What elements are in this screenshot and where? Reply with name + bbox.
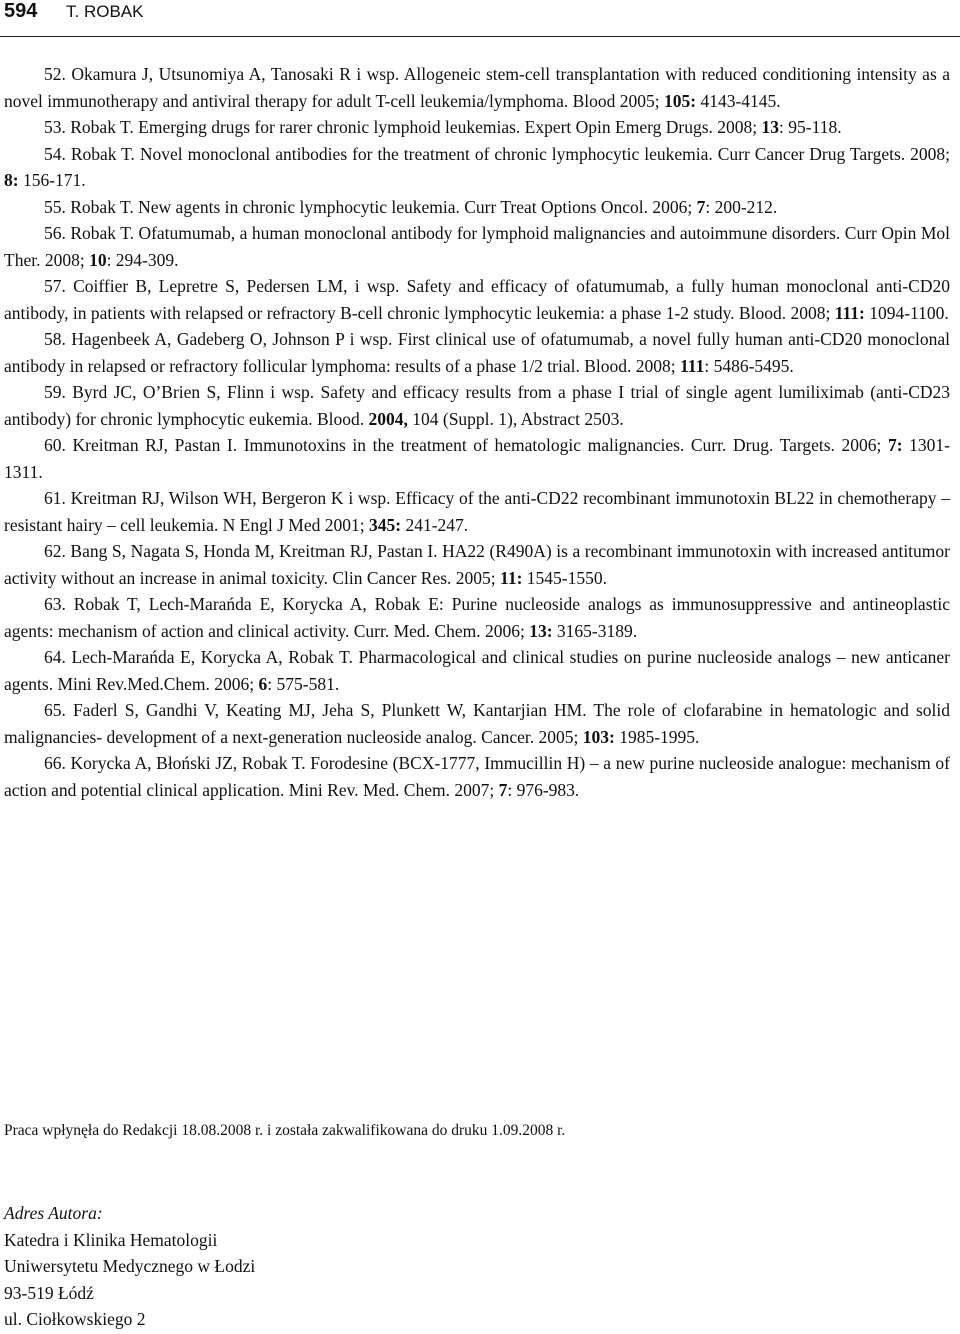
reference-text: 156-171. — [18, 170, 86, 190]
reference-text: 60. Kreitman RJ, Pastan I. Immunotoxins in the treatment of hematologic malignancies. Curr. Drug. Targets. 2006; — [44, 435, 888, 455]
reference-item — [4, 273, 950, 326]
address-label: Adres Autora: — [4, 1203, 103, 1223]
page-header — [0, 0, 960, 30]
reference-item — [4, 61, 950, 114]
reference-item — [4, 750, 950, 803]
reference-item — [4, 485, 950, 538]
reference-item — [4, 194, 950, 221]
reference-volume: 11: — [500, 567, 523, 588]
address-line: Uniwersytetu Medycznego w Łodzi — [4, 1256, 256, 1276]
reference-text: 104 (Suppl. 1), Abstract 2503. — [407, 408, 624, 429]
reference-text: 1301-1311. — [4, 435, 950, 482]
reference-item — [4, 220, 950, 273]
reference-text: : 575-581. — [267, 673, 340, 694]
reference-volume: 7 — [696, 196, 706, 217]
reference-volume: 105: — [664, 90, 697, 111]
reference-text: 4143-4145. — [696, 90, 781, 111]
header-rule — [0, 36, 960, 37]
address-line: 93-519 Łódź — [4, 1282, 94, 1303]
reference-text: 66. Korycka A, Błoński JZ, Robak T. Forodesine (BCX-1777, Immucillin H) – a new purine nucleoside analogue: mechanism of action and potential clinical application. Mini Rev. Med. Chem. 2007; — [4, 753, 950, 800]
reference-text: 241-247. — [401, 514, 469, 535]
reference-text: 64. Lech-Marańda E, Korycka A, Robak T. Pharmacological and clinical studies on purine nucleoside analogs – new anticaner agents. Mini Rev.Med.Chem. 2006; — [4, 647, 950, 694]
reference-list — [4, 61, 950, 803]
reference-item — [4, 538, 950, 591]
reference-item — [4, 432, 950, 485]
reference-item — [4, 644, 950, 697]
reference-volume: 103: — [582, 726, 615, 747]
reference-volume: 6 — [258, 673, 268, 694]
address-line: Katedra i Klinika Hematologii — [4, 1229, 218, 1250]
reference-text: 1985-1995. — [614, 726, 700, 747]
reference-text: : 200-212. — [705, 196, 778, 217]
reference-text: 52. Okamura J, Utsunomiya A, Tanosaki R i wsp. Allogeneic stem-cell transplantation with reduced conditioning intensity as a novel immunotherapy and antiviral therapy for adult T-cell leukemia/lymphoma. Blood 2005; — [4, 64, 950, 111]
reference-text: 55. Robak T. New agents in chronic lymphocytic leukemia. Curr Treat Options Oncol. 2006; — [44, 196, 697, 217]
reference-text: 61. Kreitman RJ, Wilson WH, Bergeron K i wsp. Efficacy of the anti-CD22 recombinant immunotoxin BL22 in chemotherapy – resistant hairy – cell leukemia. N Engl J Med 2001; — [4, 488, 950, 535]
reference-volume: 13: — [529, 620, 553, 641]
page-number: 594 — [4, 0, 38, 22]
running-head: T. ROBAK — [66, 2, 144, 21]
address-line: ul. Ciołkowskiego 2 — [4, 1309, 146, 1329]
reference-item — [4, 697, 950, 750]
reference-text: 54. Robak T. Novel monoclonal antibodies for the treatment of chronic lymphocytic leukemia. Curr Cancer Drug Targets. 2008; — [44, 143, 950, 164]
reference-volume: 7: — [887, 435, 903, 455]
reference-text: : 976-983. — [507, 779, 580, 800]
author-address — [4, 1200, 255, 1333]
reference-volume: 10 — [89, 249, 107, 270]
reference-text: 62. Bang S, Nagata S, Honda M, Kreitman RJ, Pastan I. HA22 (R490A) is a recombinant immunotoxin with increased antitumor activity without an increase in animal toxicity. Clin Cancer Res. 2005; — [4, 541, 950, 588]
reference-text: : 95-118. — [779, 117, 842, 137]
reference-text: 1094-1100. — [864, 302, 949, 323]
reference-text: 53. Robak T. Emerging drugs for rarer chronic lymphoid leukemias. Expert Opin Emerg Drugs. 2008; — [44, 117, 762, 137]
reference-text: 59. Byrd JC, O’Brien S, Flinn i wsp. Safety and efficacy results from a phase I trial of single agent lumiliximab (anti-CD23 antibody) for chronic lymphocytic eukemia. Blood. — [4, 382, 950, 429]
reference-text: : 5486-5495. — [704, 355, 794, 376]
reference-item — [4, 591, 950, 644]
reference-item — [4, 141, 950, 194]
reference-volume: 111 — [680, 355, 705, 376]
reference-text: 58. Hagenbeek A, Gadeberg O, Johnson P i wsp. First clinical use of ofatumumab, a novel fully human anti-CD20 monoclonal antibody in relapsed or refractory follicular lymphoma: results of a phase 1/2 trial. Blood. 2008; — [4, 329, 950, 376]
reference-text: 57. Coiffier B, Lepretre S, Pedersen LM, i wsp. Safety and efficacy of ofatumumab, a fully human monoclonal anti-CD20 antibody, in patients with relapsed or refractory B-cell chronic lymphocytic leukemia: a phase 1-2 study. Blood. 2008; — [4, 276, 950, 323]
reference-text: : 294-309. — [106, 249, 179, 270]
reference-text: 56. Robak T. Ofatumumab, a human monoclonal antibody for lymphoid malignancies and autoimmune disorders. Curr Opin Mol Ther. 2008; — [4, 223, 950, 270]
reference-volume: 111: — [834, 302, 865, 323]
reference-volume: 13 — [761, 117, 780, 137]
reference-text: 65. Faderl S, Gandhi V, Keating MJ, Jeha S, Plunkett W, Kantarjian HM. The role of clofarabine in hematologic and solid malignancies- development of a next-generation nucleoside analog. Cancer. 2005; — [4, 700, 950, 747]
reference-volume: 8: — [4, 170, 19, 190]
reference-text: 63. Robak T, Lech-Marańda E, Korycka A, Robak E: Purine nucleoside analogs as immunosuppressive and antineoplastic agents: mechanism of action and clinical activity. Curr. Med. Chem. 2006; — [4, 594, 950, 641]
received-note: Praca wpłynęła do Redakcji 18.08.2008 r. i została zakwalifikowana do druku 1.09.2008 r. — [4, 1122, 566, 1139]
reference-item — [4, 326, 950, 379]
reference-text: 1545-1550. — [522, 567, 607, 588]
reference-volume: 345: — [369, 514, 402, 535]
reference-text: 3165-3189. — [552, 620, 638, 641]
reference-item — [4, 114, 950, 141]
reference-item — [4, 379, 950, 432]
reference-volume: 7 — [498, 779, 508, 800]
reference-volume: 2004, — [368, 408, 408, 429]
